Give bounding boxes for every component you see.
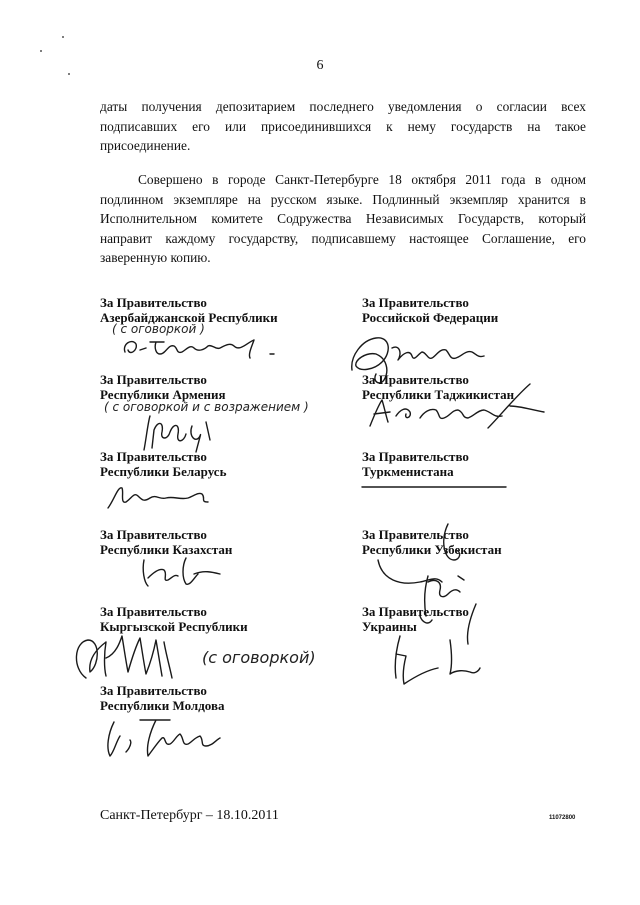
signatory-russia xyxy=(362,295,602,325)
signature-kazakhstan xyxy=(138,552,228,592)
signatory-country: Республики Узбекистан xyxy=(362,542,502,557)
signatory-country: Туркменистана xyxy=(362,464,454,479)
margin-mark xyxy=(40,50,42,52)
signatory-country: Российской Федерации xyxy=(362,310,499,325)
signatory-country: Кыргызской Республики xyxy=(100,619,248,634)
signatory-country: Республики Молдова xyxy=(100,698,225,713)
signatory-country: Азербайджанской Республики xyxy=(100,310,278,325)
margin-mark xyxy=(62,36,64,38)
signatory-label: За Правительство xyxy=(100,683,207,698)
paragraph-depositary: даты получения депозитарием последнего уведомления о согласии всех подписавших его или присоединившихся к нему государств на такое присоединение. xyxy=(100,99,586,153)
signatory-country: Республики Армения xyxy=(100,387,226,402)
signatory-label: За Правительство xyxy=(362,527,469,542)
signatory-label: За Правительство xyxy=(362,449,469,464)
signatory-belarus xyxy=(100,449,340,479)
signatory-moldova xyxy=(100,683,340,713)
reservation-note: ( с оговоркой и с возражением ) xyxy=(104,400,309,414)
signature-kyrgyzstan xyxy=(66,628,206,688)
signatory-turkmenistan xyxy=(362,449,602,479)
signatory-label: За Правительство xyxy=(100,527,207,542)
signature-belarus xyxy=(104,478,214,513)
document-code: 11072800 xyxy=(549,815,576,821)
reservation-note: (с оговоркой) xyxy=(202,648,316,667)
signature-ukraine xyxy=(380,600,490,690)
signatory-armenia xyxy=(100,372,340,402)
signature-azerbaijan xyxy=(120,332,280,362)
reservation-note: ( с оговоркой ) xyxy=(112,322,205,336)
signatory-label: За Правительство xyxy=(362,295,469,310)
paragraph-done-at: Совершено в городе Санкт-Петербурге 18 октября 2011 года в одном подлинном экземпляре на русском языке. Подлинный экземпляр хранится в Исполнительном комитете Содружества Независимых Государств, который направит каждому государству, подписавшему настоящее Соглашение, его заверенную копию. xyxy=(100,172,586,265)
signatory-country: Республики Казахстан xyxy=(100,542,233,557)
signature-line-turkmenistan xyxy=(360,484,510,490)
signatory-label: За Правительство xyxy=(100,604,207,619)
signatory-label: За Правительство xyxy=(100,295,207,310)
footer-place-date: Санкт-Петербург – 18.10.2011 xyxy=(100,808,279,823)
signatory-label: За Правительство xyxy=(362,604,469,619)
signatory-country: Республики Беларусь xyxy=(100,464,227,479)
signatory-label: За Правительство xyxy=(362,372,469,387)
signatory-label: За Правительство xyxy=(100,449,207,464)
page-number: 6 xyxy=(316,58,324,73)
signatory-azerbaijan xyxy=(100,295,340,325)
signatory-label: За Правительство xyxy=(100,372,207,387)
signature-moldova xyxy=(100,712,230,762)
signatory-country: Украины xyxy=(362,619,417,634)
signatory-country: Республики Таджикистан xyxy=(362,387,515,402)
signature-tajikistan xyxy=(360,376,550,436)
